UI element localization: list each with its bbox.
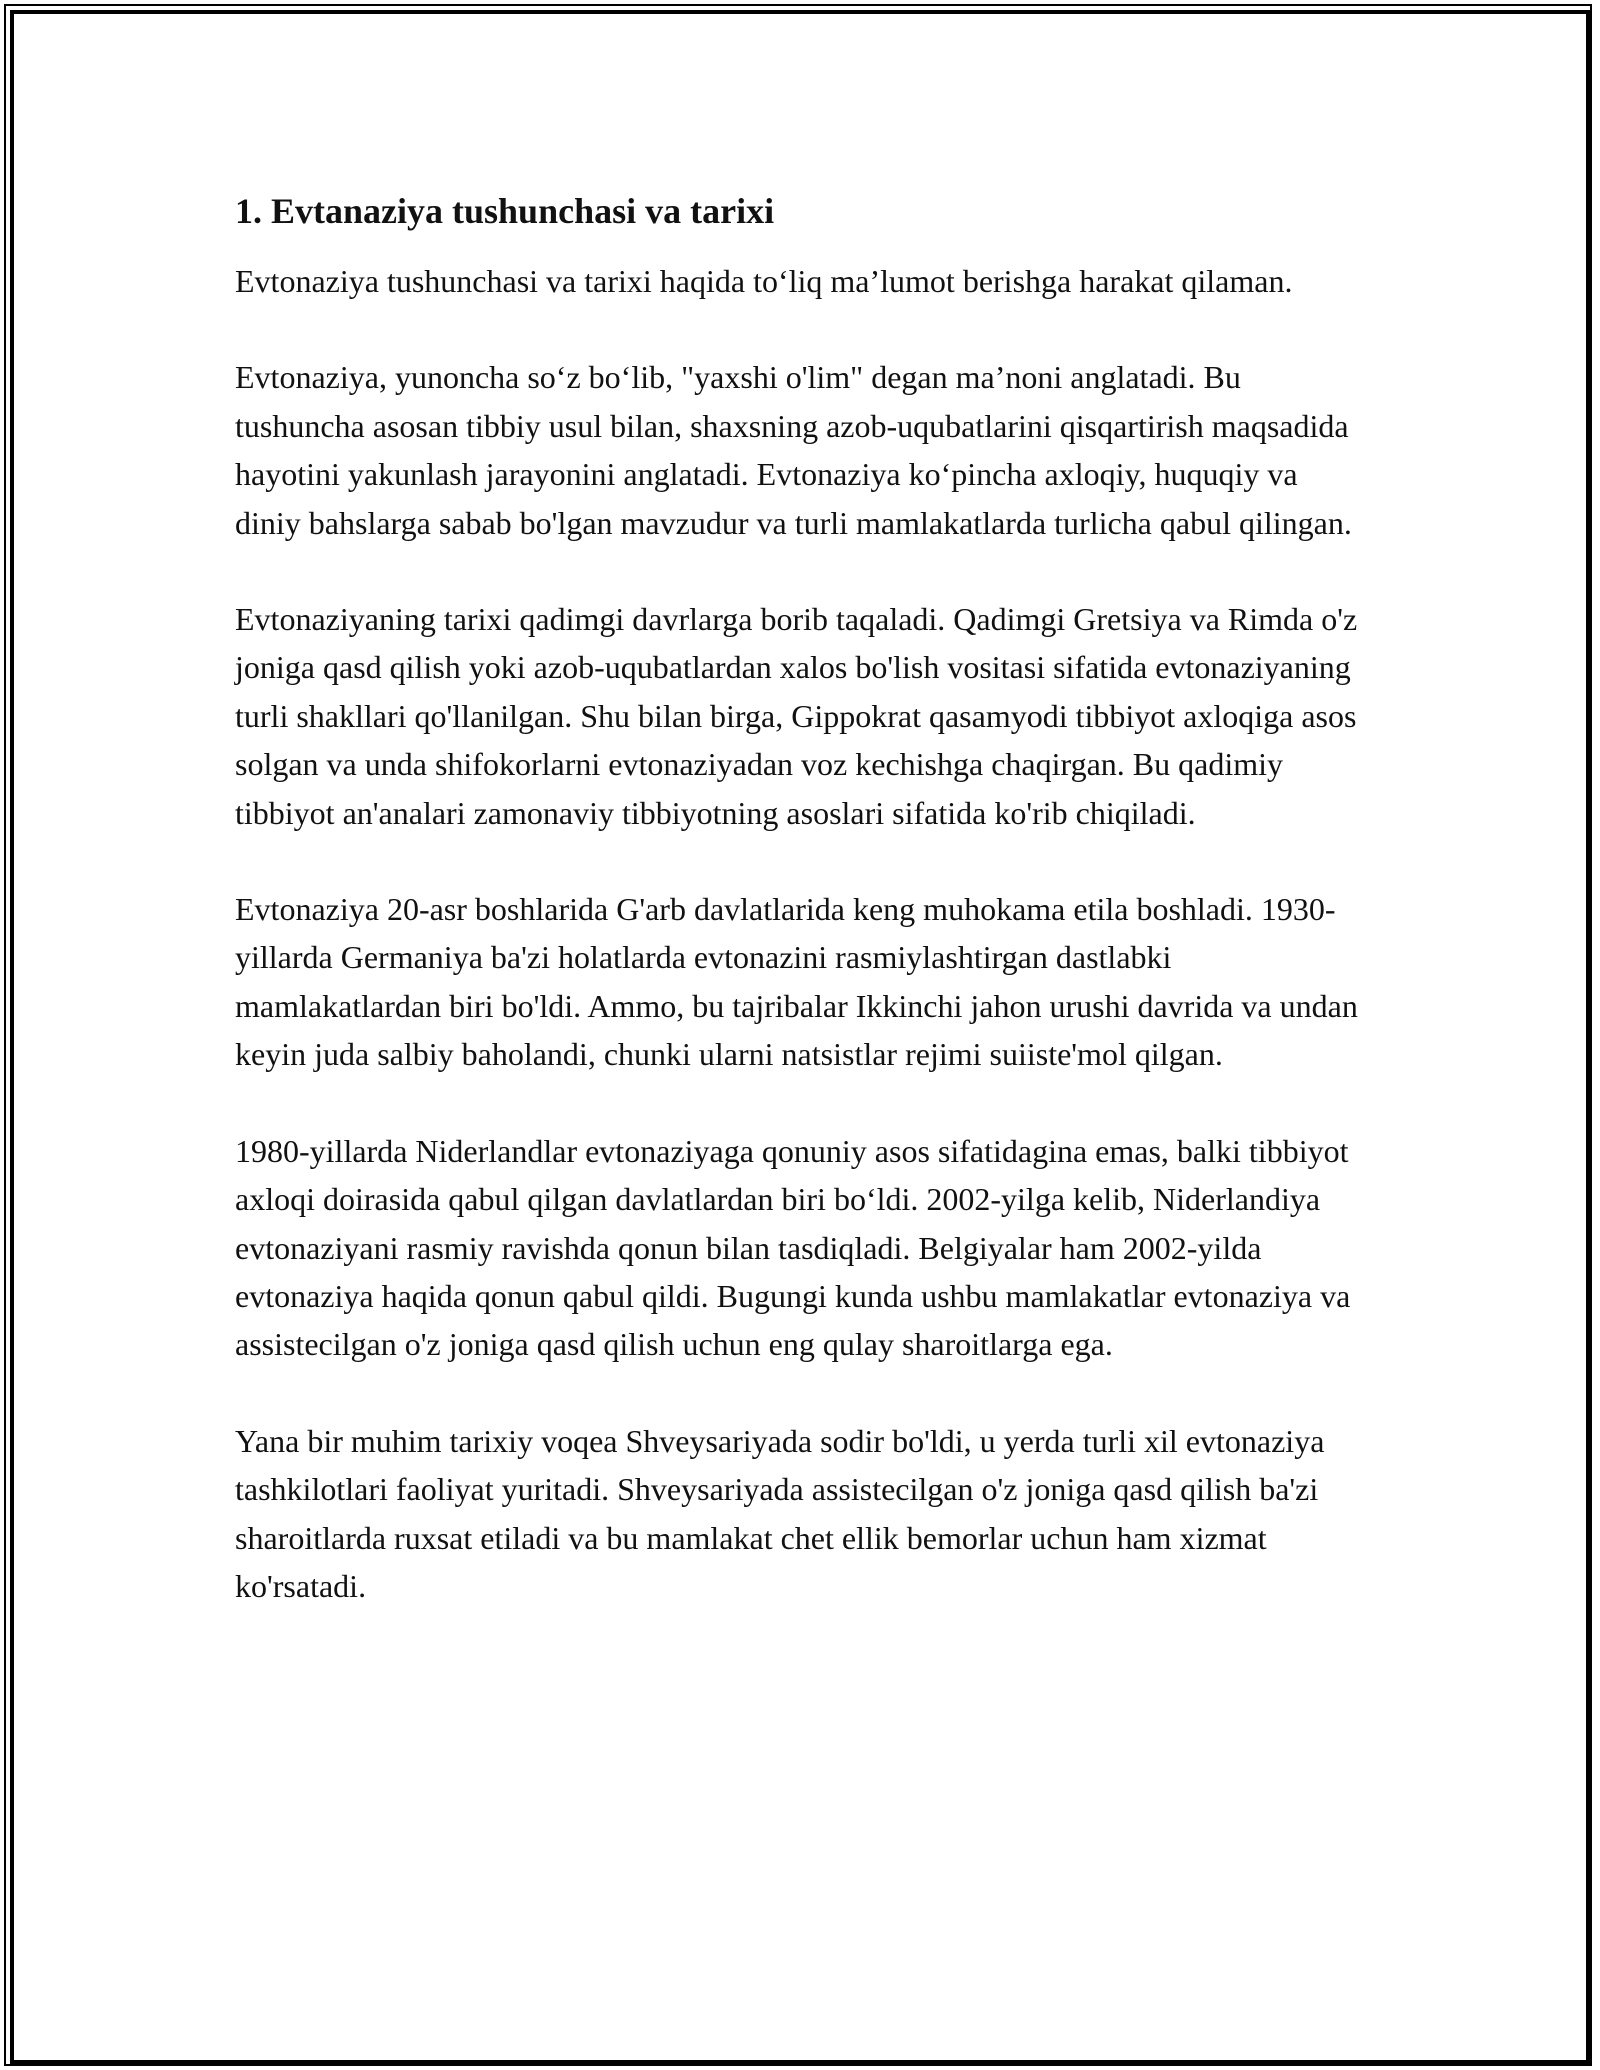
paragraph-netherlands-belgium: 1980-yillarda Niderlandlar evtonaziyaga qonuniy asos sifatidagina emas, balki tibbiyot axloqi doirasida qabul qilgan davlatlardan biri bo‘ldi. 2002-yilga kelib, Niderlandiya evtonaziyani rasmiy ravishda qonun bilan tasdiqladi. Belgiyalar ham 2002-yilda evtonaziya haqida qonun qabul qildi. Bugungi kunda ushbu mamlakatlar evtonaziya va assistecilgan o'z joniga qasd qilish uchun eng qulay sharoitlarga ega. — [235, 1132, 1351, 1363]
section-heading: 1. Evtanaziya tushunchasi va tarixi — [235, 191, 775, 231]
paragraph-intro: Evtonaziya tushunchasi va tarixi haqida to‘liq ma’lumot berishga harakat qilaman. — [235, 263, 1293, 299]
paragraph-switzerland: Yana bir muhim tarixiy voqea Shveysariyada sodir bo'ldi, u yerda turli xil evtonaziya tashkilotlari faoliyat yuritadi. Shveysariyada assistecilgan o'z joniga qasd qilish ba'zi sharoitlarda ruxsat etiladi va bu mamlakat chet ellik bemorlar uchun ham xizmat ko'rsatadi. — [235, 1422, 1325, 1604]
paragraph-ancient-history: Evtonaziyaning tarixi qadimgi davrlarga borib taqaladi. Qadimgi Gretsiya va Rimda o'z joniga qasd qilish yoki azob-uqubatlardan xalos bo'lish vositasi sifatida evtonaziyaning turli shakllari qo'llanilgan. Shu bilan birga, Gippokrat qasamyodi tibbiyot axloqiga asos solgan va unda shifokorlarni evtonaziyadan voz kechishga chaqirgan. Bu qadimiy tibbiyot an'analari zamonaviy tibbiyotning asoslari sifatida ko'rib chiqiladi. — [235, 601, 1358, 831]
document-body — [235, 186, 1370, 1610]
paragraph-20th-century: Evtonaziya 20-asr boshlarida G'arb davlatlarida keng muhokama etila boshladi. 1930-yillarda Germaniya ba'zi holatlarda evtonazini rasmiylashtirgan dastlabki mamlakatlardan biri bo'ldi. Ammo, bu tajribalar Ikkinchi jahon urushi davrida va undan keyin juda salbiy baholandi, chunki ularni natsistlar rejimi suiiste'mol qilgan. — [235, 891, 1358, 1073]
paragraph-definition: Evtonaziya, yunoncha so‘z bo‘lib, "yaxshi o'lim" degan ma’noni anglatadi. Bu tushuncha asosan tibbiy usul bilan, shaxsning azob-uqubatlarini qisqartirish maqsadida hayotini yakunlash jarayonini anglatadi. Evtonaziya ko‘pincha axloqiy, huquqiy va diniy bahslarga sabab bo'lgan mavzudur va turli mamlakatlarda turlicha qabul qilingan. — [235, 359, 1352, 541]
